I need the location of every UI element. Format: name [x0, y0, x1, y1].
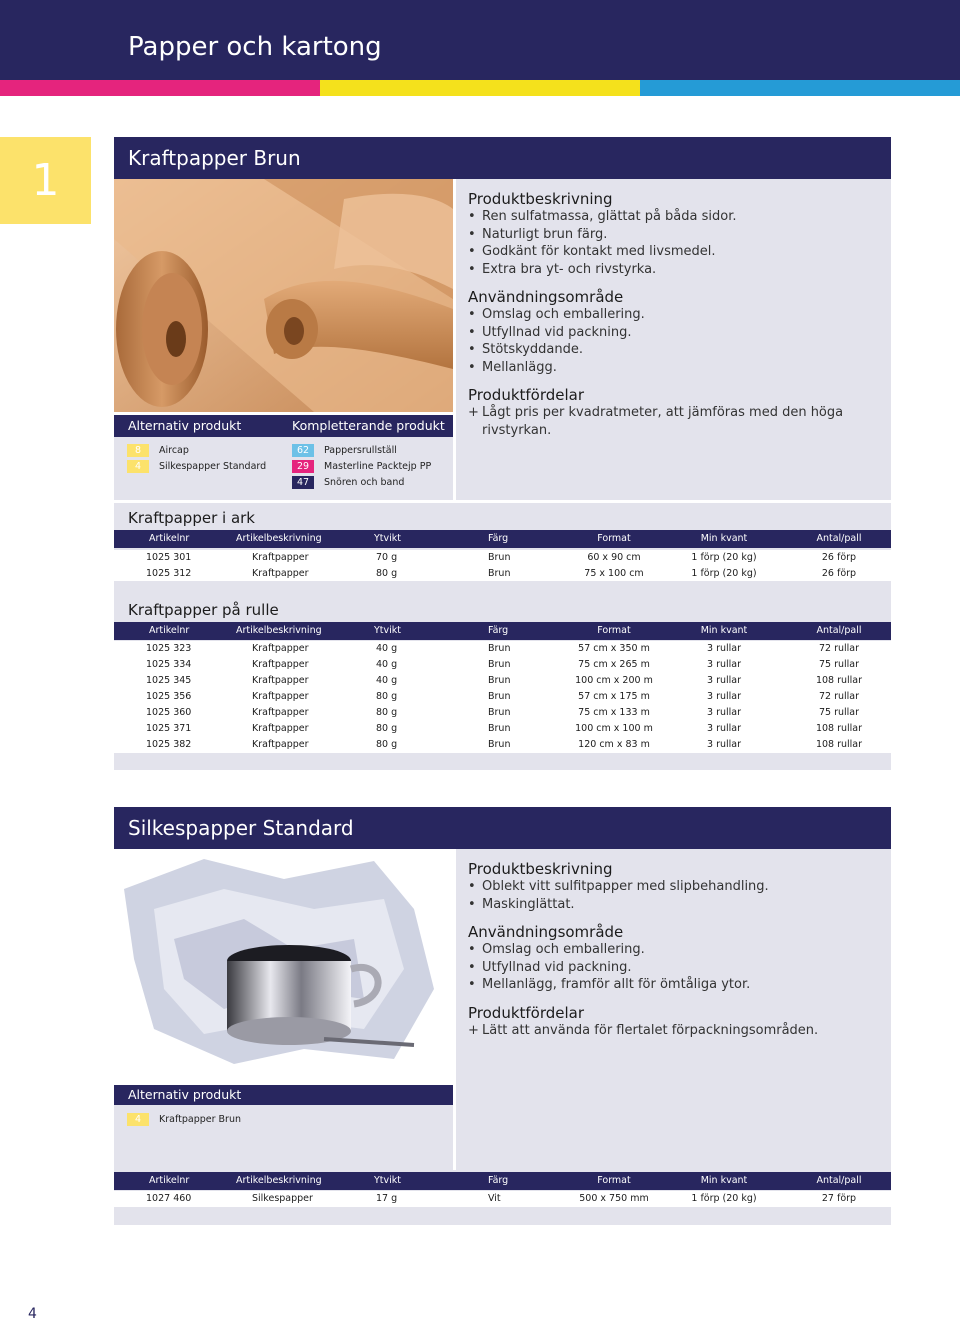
article-description: Kraftpapper [252, 723, 309, 734]
grammage: 40 g [376, 659, 398, 670]
silk-desc-bullet: • Oblekt vitt sulfitpapper med slipbehandling. [468, 879, 769, 894]
article-description: Kraftpapper [252, 675, 309, 686]
format: 75 cm x 265 m [578, 659, 650, 670]
format: 75 cm x 133 m [578, 707, 650, 718]
qty-per-pallet: 26 förp [821, 568, 857, 579]
color: Brun [488, 643, 511, 654]
col-header: Min kvant [700, 533, 748, 544]
benefit-text: Lätt att använda för flertalet förpackningsområden. [482, 1022, 819, 1038]
color: Brun [488, 552, 511, 563]
silk-section-title: Silkespapper Standard [114, 807, 891, 849]
kraft-desc-bullet: • Godkänt för kontakt med livsmedel. [468, 244, 716, 259]
col-header: Artikelnr [149, 625, 190, 636]
col-header: Antal/pall [816, 533, 862, 544]
table-row [114, 566, 891, 582]
table-row [114, 721, 891, 737]
grammage: 80 g [376, 723, 398, 734]
table-row [114, 641, 891, 657]
color: Brun [488, 739, 511, 750]
table-row [114, 705, 891, 721]
bullet-text: Ren sulfatmassa, glättat på båda sidor. [482, 209, 737, 224]
bullet-text: Mellanlägg. [482, 359, 557, 375]
col-header: Artikelbeskrivning [236, 625, 322, 636]
bullet-text: Maskinglättat. [482, 896, 575, 912]
grammage: 40 g [376, 675, 398, 686]
color: Brun [488, 659, 511, 670]
article-number: 1027 460 [146, 1193, 192, 1204]
format: 100 cm x 200 m [575, 675, 653, 686]
color: Brun [488, 723, 511, 734]
page-ref-badge: 29 [292, 460, 314, 473]
col-header: Artikelnr [149, 1175, 190, 1186]
col-header: Format [597, 625, 631, 636]
benefit-text: Lågt pris per kvadratmeter, att jämföras med den höga rivstyrkan. [482, 405, 844, 438]
alt-product-item[interactable] [127, 444, 189, 458]
grammage: 80 g [376, 568, 398, 579]
article-description: Kraftpapper [252, 568, 309, 579]
qty-per-pallet: 75 rullar [818, 707, 860, 718]
kraft-desc-bullet: • Naturligt brun färg. [468, 226, 608, 242]
article-number: 1025 334 [146, 659, 192, 670]
qty-per-pallet: 72 rullar [818, 643, 860, 654]
kraft-paper-rolls-image [114, 179, 453, 412]
col-header: Färg [488, 625, 509, 636]
silk-usage-bullet: • Omslag och emballering. [468, 942, 645, 957]
bullet-text: Stötskyddande. [482, 342, 584, 357]
alt-product-name: Aircap [159, 445, 189, 456]
comp-product-item[interactable] [292, 460, 431, 474]
page-ref-badge: 4 [127, 460, 149, 473]
col-header: Format [597, 533, 631, 544]
qty-per-pallet: 108 rullar [815, 739, 863, 750]
min-quantity: 3 rullar [707, 659, 741, 670]
col-header: Artikelbeskrivning [236, 1175, 322, 1186]
kraft-usage-bullet: • Stötskyddande. [468, 342, 584, 357]
page-ref-badge: 4 [127, 1113, 149, 1126]
bullet-text: Naturligt brun färg. [482, 226, 608, 242]
page-ref-badge: 8 [127, 444, 149, 457]
kraft-benefit-item: + Lågt pris per kvadratmeter, att jämföras med den höga rivstyrkan. [468, 405, 844, 438]
article-description: Kraftpapper [252, 739, 309, 750]
kraft-usage-bullet: • Mellanlägg. [468, 359, 557, 375]
kraft-desc-bullet: • Extra bra yt- och rivstyrka. [468, 261, 657, 277]
sheet-table-header [114, 530, 891, 548]
kraft-description [468, 190, 878, 439]
alt-product-name: Silkespapper Standard [159, 461, 267, 472]
comp-product-name: Masterline Packtejp PP [324, 461, 432, 472]
article-description: Kraftpapper [252, 643, 309, 654]
min-quantity: 1 förp (20 kg) [691, 552, 757, 563]
sheet-table-title: Kraftpapper i ark [128, 509, 255, 527]
article-description: Kraftpapper [252, 691, 309, 702]
yellow-stripe [320, 80, 640, 96]
kraft-section-title: Kraftpapper Brun [114, 137, 891, 179]
col-header: Färg [488, 1175, 509, 1186]
silk-description [468, 860, 878, 1039]
table-row [114, 689, 891, 705]
table-row [114, 657, 891, 673]
comp-product-item[interactable] [292, 476, 404, 490]
bullet-text: Omslag och emballering. [482, 942, 645, 957]
alt-product-name: Kraftpapper Brun [159, 1114, 242, 1125]
chapter-number: 1 [0, 137, 91, 224]
article-number: 1025 371 [146, 723, 192, 734]
grammage: 80 g [376, 707, 398, 718]
kraft-desc-heading: Produktbeskrivning [468, 190, 613, 208]
qty-per-pallet: 27 förp [821, 1193, 857, 1204]
page-title: Papper och kartong [128, 32, 382, 62]
silk-table-header [114, 1172, 891, 1190]
col-header: Antal/pall [816, 625, 862, 636]
qty-per-pallet: 108 rullar [815, 723, 863, 734]
col-header: Ytvikt [374, 625, 402, 636]
col-header: Färg [488, 533, 509, 544]
alt-product-heading: Alternativ produkt [128, 1087, 242, 1102]
kraft-usage-bullet: • Omslag och emballering. [468, 307, 645, 322]
col-header: Ytvikt [374, 533, 402, 544]
article-number: 1025 356 [146, 691, 192, 702]
comp-product-name: Snören och band [324, 477, 405, 488]
kraft-usage-heading: Användningsområde [468, 288, 624, 306]
format: 60 x 90 cm [587, 552, 641, 563]
col-header: Artikelnr [149, 533, 190, 544]
roll-table-header [114, 622, 891, 640]
magenta-stripe [0, 80, 320, 96]
min-quantity: 3 rullar [707, 643, 741, 654]
min-quantity: 3 rullar [707, 707, 741, 718]
alt-product-item[interactable] [127, 460, 266, 474]
color: Vit [488, 1193, 501, 1204]
page-number: 4 [28, 1306, 37, 1322]
format: 75 x 100 cm [584, 568, 644, 579]
silk-usage-bullet: • Utfyllnad vid packning. [468, 959, 632, 975]
article-description: Kraftpapper [252, 707, 309, 718]
silk-usage-heading: Användningsområde [468, 923, 624, 941]
roll-table-title: Kraftpapper på rulle [128, 601, 279, 619]
alt-product-item[interactable] [127, 1113, 241, 1127]
related-products-header [114, 415, 453, 437]
comp-product-name: Pappersrullställ [324, 445, 397, 456]
silk-desc-bullet: • Maskinglättat. [468, 896, 575, 912]
grammage: 80 g [376, 691, 398, 702]
silver-pot-in-tissue-photo [114, 849, 453, 1081]
article-number: 1025 312 [146, 568, 192, 579]
bullet-text: Oblekt vitt sulfitpapper med slipbehandling. [482, 879, 769, 894]
table-row [114, 550, 891, 566]
qty-per-pallet: 26 förp [821, 552, 857, 563]
silk-benefits-heading: Produktfördelar [468, 1003, 585, 1022]
qty-per-pallet: 108 rullar [815, 675, 863, 686]
col-header: Ytvikt [374, 1175, 402, 1186]
qty-per-pallet: 75 rullar [818, 659, 860, 670]
kraft-paper-rolls-photo [114, 179, 453, 412]
silk-paper-image [114, 849, 453, 1081]
min-quantity: 3 rullar [707, 691, 741, 702]
format: 500 x 750 mm [579, 1193, 649, 1204]
color: Brun [488, 691, 511, 702]
bullet-text: Utfyllnad vid packning. [482, 324, 632, 340]
min-quantity: 3 rullar [707, 739, 741, 750]
format: 57 cm x 350 m [578, 643, 650, 654]
kraft-benefits-heading: Produktfördelar [468, 386, 585, 404]
color: Brun [488, 568, 511, 579]
min-quantity: 1 förp (20 kg) [691, 568, 757, 579]
comp-product-heading: Kompletterande produkt [292, 418, 445, 433]
bullet-text: Mellanlägg, framför allt för ömtåliga ytor. [482, 977, 751, 992]
article-description: Silkespapper [252, 1193, 313, 1204]
article-number: 1025 382 [146, 739, 192, 750]
kraft-usage-bullet: • Utfyllnad vid packning. [468, 324, 632, 340]
silk-usage-bullet: • Mellanlägg, framför allt för ömtåliga ytor. [468, 977, 751, 992]
silk-desc-heading: Produktbeskrivning [468, 860, 613, 878]
article-description: Kraftpapper [252, 659, 309, 670]
table-row [114, 673, 891, 689]
grammage: 17 g [376, 1193, 398, 1204]
article-number: 1025 345 [146, 675, 192, 686]
min-quantity: 3 rullar [707, 723, 741, 734]
format: 57 cm x 175 m [578, 691, 650, 702]
color: Brun [488, 675, 511, 686]
kraft-desc-bullet: • Ren sulfatmassa, glättat på båda sidor. [468, 209, 737, 224]
min-quantity: 1 förp (20 kg) [691, 1193, 757, 1204]
col-header: Min kvant [700, 1175, 748, 1186]
comp-product-item[interactable] [292, 444, 397, 458]
article-number: 1025 323 [146, 643, 192, 654]
grammage: 70 g [376, 552, 398, 563]
col-header: Min kvant [700, 625, 748, 636]
format: 100 cm x 100 m [575, 723, 653, 734]
grammage: 80 g [376, 739, 398, 750]
col-header: Artikelbeskrivning [236, 533, 322, 544]
color: Brun [488, 707, 511, 718]
page-ref-badge: 47 [292, 476, 314, 489]
page-ref-badge: 62 [292, 444, 314, 457]
col-header: Format [597, 1175, 631, 1186]
bullet-text: Omslag och emballering. [482, 307, 645, 322]
table-row [114, 1191, 891, 1207]
bullet-text: Utfyllnad vid packning. [482, 959, 632, 975]
silk-related-header [114, 1085, 453, 1105]
bullet-text: Extra bra yt- och rivstyrka. [482, 261, 657, 277]
bullet-text: Godkänt för kontakt med livsmedel. [482, 244, 716, 259]
cyan-stripe [640, 80, 960, 96]
article-number: 1025 301 [146, 552, 192, 563]
format: 120 cm x 83 m [578, 739, 650, 750]
alt-product-heading: Alternativ produkt [128, 418, 242, 433]
table-row [114, 737, 891, 753]
article-description: Kraftpapper [252, 552, 309, 563]
col-header: Antal/pall [816, 1175, 862, 1186]
qty-per-pallet: 72 rullar [818, 691, 860, 702]
article-number: 1025 360 [146, 707, 192, 718]
min-quantity: 3 rullar [707, 675, 741, 686]
grammage: 40 g [376, 643, 398, 654]
silk-benefit-item: + Lätt att använda för flertalet förpackningsområden. [468, 1022, 819, 1038]
